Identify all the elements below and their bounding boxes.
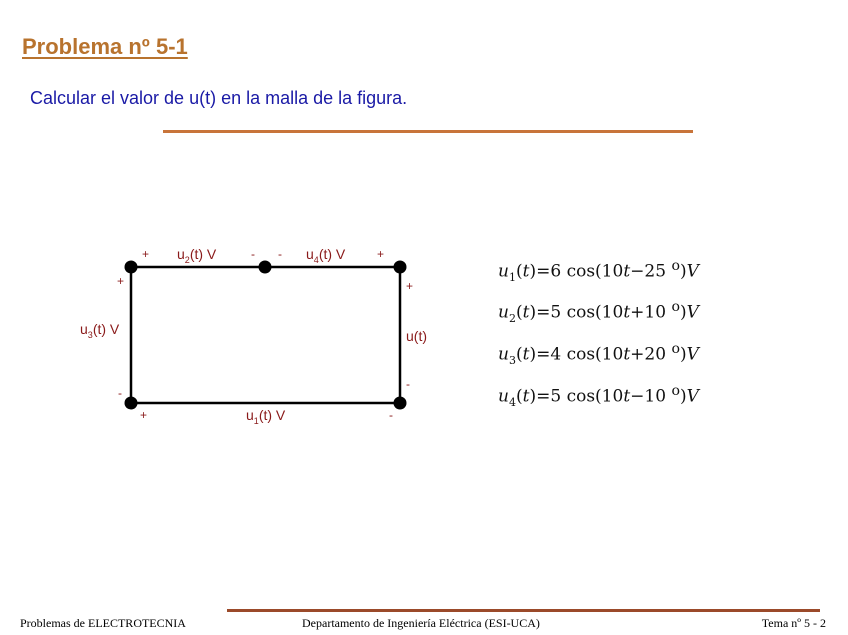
equation-u4: $u_4(t)=5$ cos(10t−10 $^o$)V <box>498 383 699 410</box>
node-bottom-right <box>394 397 407 410</box>
footer-divider <box>227 609 820 612</box>
sign-u4-minus: - <box>278 247 282 261</box>
label-u2: $u_2(t)$ V <box>177 246 217 265</box>
sign-u2-minus: - <box>251 247 255 261</box>
sign-u-minus: - <box>406 377 410 391</box>
sign-u3-minus: - <box>118 386 122 400</box>
problem-statement: Calcular el valor de u(t) en la malla de la figura. <box>30 88 408 108</box>
sign-u-plus: + <box>406 279 414 293</box>
footer-course: Problemas de ELECTROTECNIA <box>20 616 186 630</box>
node-top-middle <box>259 261 272 274</box>
sign-u1-minus: - <box>389 408 393 422</box>
page-title: Problema nº 5-1 <box>22 34 188 59</box>
equation-u1: $u_1(t)=6$ cos(10t−25 $^o$)V <box>498 258 699 285</box>
label-u1: $u_1(t)$ V <box>246 407 286 426</box>
sign-u2-plus: + <box>142 247 150 261</box>
sign-u1-plus: + <box>140 408 148 422</box>
node-top-left <box>125 261 138 274</box>
footer-page: Tema nº 5 - 2 <box>761 616 826 630</box>
label-u3: $u_3(t)$ V <box>80 321 120 340</box>
equation-u3: $u_3(t)=4$ cos(10t+20 $^o$)V <box>498 341 699 368</box>
label-u4: $u_4(t)$ V <box>306 246 346 265</box>
sign-u4-plus: + <box>377 247 385 261</box>
equation-u2: $u_2(t)=5$ cos(10t+10 $^o$)V <box>498 299 699 326</box>
node-bottom-left <box>125 397 138 410</box>
label-u: u(t) <box>406 328 427 344</box>
sign-u3-plus: + <box>117 274 125 288</box>
node-top-right <box>394 261 407 274</box>
footer-department: Departamento de Ingeniería Eléctrica (ESI-UCA) <box>302 616 540 630</box>
